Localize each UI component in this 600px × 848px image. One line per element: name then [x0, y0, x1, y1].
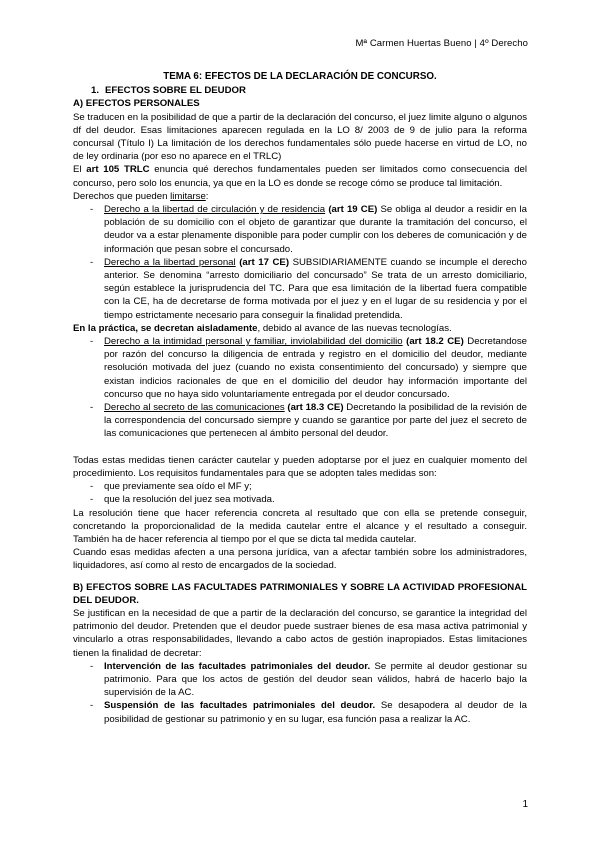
rights-list	[73, 203, 527, 322]
section-b-heading: B) EFECTOS SOBRE LAS FACULTADES PATRIMONIALES Y SOBRE LA ACTIVIDAD PROFESIONAL DEL DEUDOR.	[73, 581, 527, 606]
rights-list	[73, 335, 527, 441]
measures-list	[73, 660, 527, 726]
document-title: TEMA 6: EFECTOS DE LA DECLARACIÓN DE CONCURSO.	[163, 71, 437, 82]
list-item: - Suspensión de las facultades patrimoniales del deudor. Se desapodera al deudor de la posibilidad de gestionar su patrimonio y en su lugar, esa función pasa a realizar la AC.	[90, 700, 527, 725]
list-item: - que previamente sea oído el MF y;	[90, 481, 252, 493]
spacer	[73, 441, 527, 454]
list-item: - que la resolución del juez sea motivada.	[90, 494, 275, 506]
section-1-label: EFECTOS SOBRE EL DEUDOR	[105, 85, 246, 97]
paragraph: Se justifican en la necesidad de que a partir de la declaración del concurso, se garantice la integridad del patrimonio del deudor. Pretenden que el deudor puede sustraer bienes de esa masa activa patrimonial y vincularlo a otras responsabilidades, llevando a cabo actos de gestión inapropiados. Estas limitaciones tienen la finalidad de decretar:	[73, 607, 527, 659]
list-item: - Derecho a la intimidad personal y familiar, inviolabilidad del domicilio (art 18.2 CE) Decretandose por razón del concurso la diligencia de entrada y registro en el domicilio del deudor, mediante resolución motivada del juez (cuando no exista consentimiento del concursado) y siempre que existan indicios racionales de que en el domicilio del deudor hay información importante del concurso que no haya sido voluntariamente entregada por el deudor concursado.	[90, 336, 527, 400]
list-item: - Intervención de las facultades patrimoniales del deudor. Se permite al deudor gestionar su patrimonio. Para que los actos de gestión del deudor sean válidos, habrá de hacerlo bajo la supervisión de la AC.	[90, 660, 527, 699]
paragraph: El art 105 TRLC enuncia qué derechos fundamentales pueden ser limitados como consecuencia del concurso, pero solo los enuncia, ya que en la LO es donde se recoge cómo se produce tal limitación.	[73, 164, 527, 189]
section-a-heading: A) EFECTOS PERSONALES	[73, 98, 200, 110]
list-item: - Derecho a la libertad de circulación y de residencia (art 19 CE) Se obliga al deudor a residir en la población de su domicilio con el objeto de garantizar que durante la tramitación del concurso, el deudor va a estar plenamente disponible para poder cumplir con los deberes de comunicación y de información que pesan sobre el concursado.	[90, 204, 528, 255]
paragraph: En la práctica, se decretan aisladamente, debido al avance de las nuevas tecnologías.	[73, 322, 452, 334]
spacer	[73, 573, 527, 581]
paragraph: Todas estas medidas tienen carácter cautelar y pueden adoptarse por el juez en cualquier momento del procedimiento. Los requisitos fundamentales para que se adopten tales medidas son:	[73, 454, 527, 479]
requirements-list	[73, 480, 527, 506]
section-1-number: 1.	[91, 85, 100, 97]
page-header: Mª Carmen Huertas Bueno | 4º Derecho	[355, 38, 528, 49]
paragraph: Se traducen en la posibilidad de que a partir de la declaración del concurso, el juez limite alguno o algunos df del deudor. Esas limitaciones aparecen regulada en la LO 8/ 2003 de 9 de julio para la reforma concursal (Título I) La limitación de los derechos fundamentales sólo puede hacerse en virtud de LO, no de ley ordinaria (por eso no aparece en el TRLC)	[73, 111, 527, 163]
paragraph: Cuando esas medidas afecten a una persona jurídica, van a afectar también sobre los administradores, liquidadores, así como al resto de encargados de la sociedad.	[73, 547, 527, 572]
document-body	[73, 70, 527, 726]
section-1-heading	[91, 84, 527, 97]
list-item: - Derecho al secreto de las comunicaciones (art 18.3 CE) Decretando la posibilidad de la revisión de la correspondencia del concursado siempre y cuando se garantice por parte del juez el secreto de las comunicaciones que pertenecen al ámbito personal del deudor.	[90, 402, 527, 440]
page-number: 1	[522, 799, 528, 810]
paragraph: La resolución tiene que hacer referencia concreta al resultado que con ella se pretende conseguir, concretando la proporcionalidad de la medida cautelar entre el alcance y el resultado a conseguir. También ha de hacer referencia al tiempo por el que se dicta tal medida cautelar.	[73, 507, 527, 545]
paragraph: Derechos que pueden limitarse:	[73, 190, 209, 202]
list-item: - Derecho a la libertad personal (art 17 CE) SUBSIDIARIAMENTE cuando se incumple el derecho anterior. Se denomina “arresto domiciliario del concursado” Se trata de un arresto domiciliario, según establece la jurisprudencia del TC. Para que esa limitación de la libertad fuera compatible con la CE, ha de decretarse de forma motivada por el juez y en el lugar de su residencia y por el tiempo estrictamente necesario para conseguir la finalidad pretendida.	[90, 256, 527, 321]
